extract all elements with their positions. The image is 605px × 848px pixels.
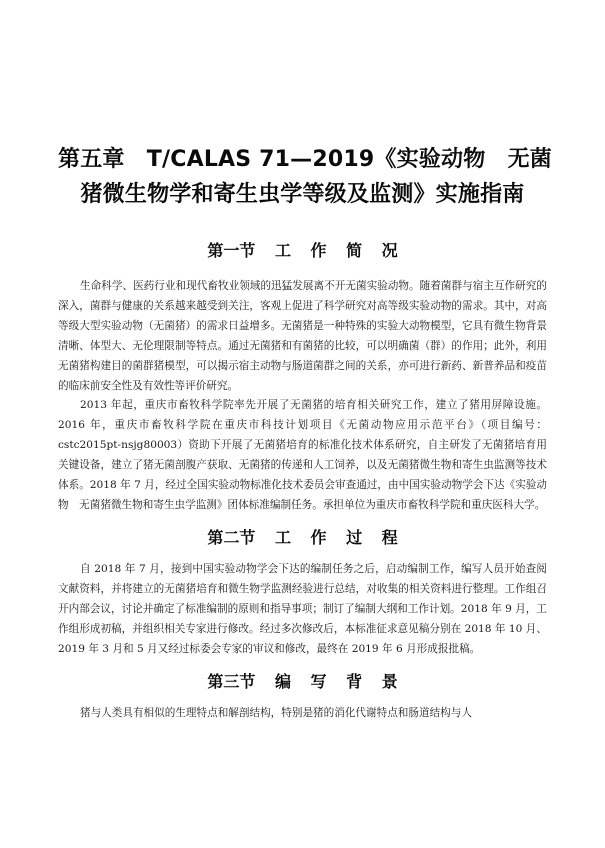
section-number: 第二节 — [207, 527, 256, 547]
section-number: 第一节 — [207, 241, 256, 260]
paragraph: 生命科学、医药行业和现代畜牧业领域的迅猛发展离不开无菌实验动物。随着菌群与宿主互作研究的深入，菌群与健康的关系越来越受到关注，客观上促进了科学研究对高等级实验动物的需求。其中，对高等级大型实验动物（无菌猪）的需求日益增多。无菌猪是一种特殊的实验大动物模型，它具有微生物背景清晰、体型大、无伦理限制等特点。通过无菌猪和有菌猪的比较，可以明确菌（群）的作用；此外，利用无菌猪构建目的菌群猪模型，可以揭示宿主动物与肠道菌群之间的关系，亦可进行新药、新普养品和疫苗的临床前安全性及有效性等评价研究。 — [58, 280, 547, 392]
section-title: 编 写 背 景 — [274, 672, 398, 692]
chapter-title-line-1: 第五章 T/CALAS 71—2019《实验动物 无菌 — [58, 147, 553, 172]
chapter-title — [58, 0, 553, 212]
paragraph: 自 2018 年 7 月，接到中国实验动物学会下达的编制任务之后，启动编制工作，编写人员开始查阅文献资料，并将建立的无菌猪培育和微生物学监测经验进行总结，对收集的相关资料进行整理。工作组召开内部会议，讨论并确定了标准编制的原则和指导事项；制订了编制大纲和工作计划。2018 年 9 月，工作组形成初稿，并组织相关专家进行修改。经过多次修改后，本标准征求意见稿分别在 2018 年 10 月、2019 年 3 月和 5 月又经过标委会专家的审议和修改，最终在 2019 年 6 月形成报批稿。 — [58, 562, 547, 655]
paragraph: 2013 年起，重庆市畜牧科学院率先开展了无菌猪的培育相关研究工作，建立了猪用屏障设施。2016 年，重庆市畜牧科学院在重庆市科技计划项目《无菌动物应用示范平台》（项目编号：cstc2015pt-nsjg80003）资助下开展了无菌猪培育的标准化技术体系研究，自主研发了无菌猪培育用关键设备，建立了猪无菌剖腹产获取、无菌猪的传递和人工饲养，以及无菌猪微生物和寄生虫监测等技术体系。2018 年 7 月，经过全国实验动物标准化技术委员会审查通过，由中国实验动物学会下达《实验动物 无菌猪微生物和寄生虫学监测》团体标准编制任务。承担单位为重庆市畜牧科学院和重庆医科大学。 — [58, 399, 547, 511]
section-title: 工 作 简 况 — [274, 241, 398, 260]
section-heading-work-process — [58, 527, 547, 549]
chapter-title-line-2: 猪微生物学和寄生虫学等级及监测》实施指南 — [80, 182, 525, 207]
section-title: 工 作 过 程 — [274, 527, 398, 547]
section-heading-background — [58, 671, 547, 693]
section-number: 第三节 — [207, 672, 256, 692]
section-heading-work-overview — [58, 240, 547, 262]
paragraph: 猪与人类具有相似的生理特点和解剖结构，特别是猪的消化代谢特点和肠道结构与人 — [80, 707, 472, 720]
